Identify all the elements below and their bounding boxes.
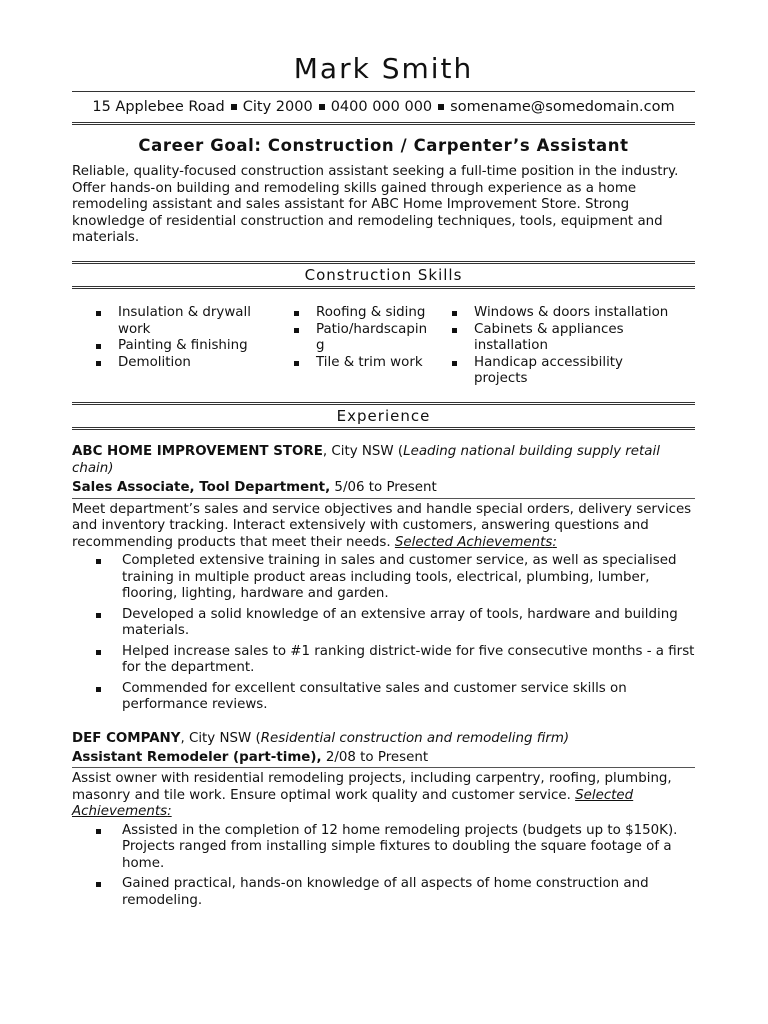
company-description: Leading national building supply retail chain) <box>72 444 660 476</box>
bullet-icon <box>96 311 101 316</box>
separator-square-icon <box>231 104 237 110</box>
section-heading-experience: Experience <box>72 402 695 430</box>
job-role-line <box>72 750 695 769</box>
skill-item: Demolition <box>96 355 266 372</box>
job-entry-abc <box>72 444 695 718</box>
job-dates: 5/06 to Present <box>330 480 437 495</box>
job-entry-def <box>72 731 695 913</box>
achievement-item: Developed a solid knowledge of an extensive array of tools, hardware and building materials. <box>72 607 695 640</box>
bullet-icon <box>294 328 299 333</box>
bullet-icon <box>96 829 101 834</box>
achievement-list <box>72 553 695 714</box>
company-location: , City NSW ( <box>322 444 404 459</box>
skill-item: Cabinets & appliances installation <box>452 322 677 355</box>
bullet-icon <box>452 311 457 316</box>
contact-phone: 0400 000 000 <box>330 98 433 115</box>
contact-address: 15 Applebee Road <box>92 98 225 115</box>
skills-column-2 <box>294 305 434 371</box>
company-name: DEF COMPANY <box>72 731 181 746</box>
contact-line <box>72 91 695 125</box>
separator-square-icon <box>319 104 325 110</box>
skill-item: Patio/hardscaping <box>294 322 434 355</box>
career-goal-title: Career Goal: Construction / Carpenter’s Assistant <box>138 136 629 155</box>
bullet-icon <box>96 361 101 366</box>
contact-city: City 2000 <box>242 98 313 115</box>
bullet-icon <box>96 344 101 349</box>
bullet-icon <box>294 361 299 366</box>
company-name: ABC HOME IMPROVEMENT STORE <box>72 444 323 459</box>
achievement-item: Completed extensive training in sales and customer service, as well as specialised training in multiple product areas including tools, electrical, plumbing, lumber, flooring, lighting, hardware and garden. <box>72 553 695 603</box>
selected-achievements-label: Selected Achievements <box>394 534 553 550</box>
resume-name: Mark Smith <box>293 52 474 85</box>
achievement-item: Commended for excellent consultative sales and customer service skills on performance reviews. <box>72 681 695 714</box>
bullet-icon <box>96 882 101 887</box>
skill-item: Tile & trim work <box>294 355 434 372</box>
company-location: , City NSW ( <box>180 731 261 746</box>
section-heading-skills: Construction Skills <box>72 261 695 289</box>
skill-item: Handicap accessibility projects <box>452 355 677 388</box>
job-dates: 2/08 to Present <box>321 749 429 765</box>
job-role: Sales Associate, Tool Department, <box>72 480 331 495</box>
skill-item: Windows & doors installation <box>452 305 677 322</box>
bullet-icon <box>452 361 457 366</box>
job-company-line <box>72 731 695 748</box>
bullet-icon <box>452 328 457 333</box>
achievement-list <box>72 823 695 910</box>
bullet-icon <box>294 311 299 316</box>
job-company-line <box>72 444 695 477</box>
skills-column-1 <box>96 305 266 371</box>
skill-item: Painting & finishing <box>96 338 266 355</box>
achievement-item: Gained practical, hands-on knowledge of all aspects of home construction and remodeling. <box>72 876 695 909</box>
bullet-icon <box>96 650 101 655</box>
job-role: Assistant Remodeler (part-time), <box>72 749 322 765</box>
job-role-line <box>72 480 695 499</box>
separator-square-icon <box>438 104 444 110</box>
bullet-icon <box>96 559 101 564</box>
contact-email: somename@somedomain.com <box>450 98 675 115</box>
selected-achievements-label: Selected Achievements <box>72 787 634 819</box>
achievement-item: Assisted in the completion of 12 home remodeling projects (budgets up to $150K). Projects ranged from installing simple fixtures to doubling the square footage of a home. <box>72 823 695 873</box>
skill-item: Insulation & drywall work <box>96 305 266 338</box>
job-intro: Meet department’s sales and service objectives and handle special orders, delivery services and inventory tracking. Interact extensively with customers, answering questions and recommending products that meet their needs. Selected Achievements: <box>72 501 692 550</box>
achievement-item: Helped increase sales to #1 ranking district-wide for five consecutive months - a first for the department. <box>72 644 695 677</box>
bullet-icon <box>96 687 101 692</box>
skills-column-3 <box>452 305 677 388</box>
career-summary: Reliable, quality-focused construction assistant seeking a full-time position in the industry. Offer hands-on building and remodeling skills gained through experience as a home remodeling assistant and sales assistant for ABC Home Improvement Store. Strong knowledge of residential construction and remodeling techniques, tools, equipment and materials. <box>72 164 679 245</box>
company-description: Residential construction and remodeling firm) <box>260 731 570 746</box>
skill-item: Roofing & siding <box>294 305 434 322</box>
job-intro: Assist owner with residential remodeling projects, including carpentry, roofing, plumbing, masonry and tile work. Ensure optimal work quality and customer service. Selected Achievements: <box>72 771 672 819</box>
bullet-icon <box>96 613 101 618</box>
